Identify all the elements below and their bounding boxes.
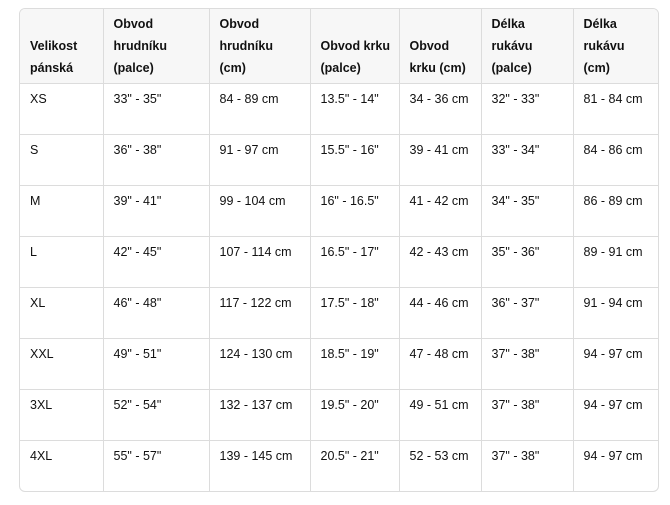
cell-sleeve-cm: 86 - 89 cm [573,185,659,236]
table-row [20,389,659,440]
cell-size: 4XL [20,440,103,492]
cell-chest-cm: 132 - 137 cm [209,389,310,440]
cell-size: S [20,134,103,185]
cell-neck-cm: 44 - 46 cm [399,287,481,338]
cell-size: XL [20,287,103,338]
cell-neck-inches: 17.5" - 18" [310,287,399,338]
cell-sleeve-cm: 81 - 84 cm [573,83,659,134]
cell-size: L [20,236,103,287]
cell-sleeve-inches: 32" - 33" [481,83,573,134]
table-row [20,134,659,185]
cell-chest-inches: 33" - 35" [103,83,209,134]
cell-sleeve-inches: 37" - 38" [481,338,573,389]
cell-chest-cm: 99 - 104 cm [209,185,310,236]
cell-sleeve-cm: 91 - 94 cm [573,287,659,338]
table-row [20,287,659,338]
cell-neck-cm: 47 - 48 cm [399,338,481,389]
cell-size: XXL [20,338,103,389]
table-row [20,440,659,492]
cell-chest-inches: 42" - 45" [103,236,209,287]
cell-neck-inches: 19.5" - 20" [310,389,399,440]
cell-neck-cm: 41 - 42 cm [399,185,481,236]
table-row [20,185,659,236]
cell-sleeve-inches: 37" - 38" [481,440,573,492]
cell-neck-cm: 49 - 51 cm [399,389,481,440]
cell-neck-inches: 18.5" - 19" [310,338,399,389]
cell-sleeve-cm: 94 - 97 cm [573,338,659,389]
cell-neck-inches: 13.5" - 14" [310,83,399,134]
cell-sleeve-cm: 89 - 91 cm [573,236,659,287]
cell-chest-cm: 84 - 89 cm [209,83,310,134]
cell-chest-cm: 139 - 145 cm [209,440,310,492]
cell-chest-cm: 117 - 122 cm [209,287,310,338]
table-row [20,236,659,287]
cell-sleeve-cm: 84 - 86 cm [573,134,659,185]
header-neck-inches: Obvod krku (palce) [310,9,399,83]
cell-chest-inches: 49" - 51" [103,338,209,389]
cell-sleeve-cm: 94 - 97 cm [583,448,643,463]
header-sleeve-inches: Délka rukávu (palce) [481,9,573,83]
cell-chest-inches: 36" - 38" [103,134,209,185]
cell-chest-inches: 39" - 41" [103,185,209,236]
table-row [20,83,659,134]
table-row [20,338,659,389]
cell-chest-inches: 52" - 54" [103,389,209,440]
cell-neck-cm: 34 - 36 cm [399,83,481,134]
header-chest-inches: Obvod hrudníku (palce) [103,9,209,83]
header-sleeve-cm: Délka rukávu (cm) [573,9,659,83]
size-chart-table [20,9,659,492]
cell-sleeve-inches: 33" - 34" [481,134,573,185]
cell-size: M [20,185,103,236]
cell-neck-inches: 15.5" - 16" [310,134,399,185]
cell-chest-cm: 107 - 114 cm [209,236,310,287]
cell-chest-cm: 91 - 97 cm [209,134,310,185]
cell-sleeve-cm: 94 - 97 cm [573,389,659,440]
header-size: Velikost pánská [20,9,103,83]
cell-neck-inches: 16.5" - 17" [310,236,399,287]
cell-neck-inches: 20.5" - 21" [310,440,399,492]
header-chest-cm: Obvod hrudníku (cm) [209,9,310,83]
table-header-row [20,9,659,83]
cell-sleeve-inches: 35" - 36" [481,236,573,287]
header-neck-cm: Obvod krku (cm) [399,9,481,83]
cell-chest-cm: 124 - 130 cm [209,338,310,389]
size-chart-container [19,8,659,492]
cell-chest-inches: 46" - 48" [103,287,209,338]
cell-neck-cm: 42 - 43 cm [399,236,481,287]
cell-neck-cm: 52 - 53 cm [399,440,481,492]
cell-sleeve-inches: 37" - 38" [481,389,573,440]
cell-neck-inches: 16" - 16.5" [310,185,399,236]
cell-sleeve-inches: 36" - 37" [481,287,573,338]
cell-sleeve-inches: 34" - 35" [481,185,573,236]
cell-chest-inches: 55" - 57" [103,440,209,492]
cell-size: XS [20,83,103,134]
cell-size: 3XL [20,389,103,440]
cell-neck-cm: 39 - 41 cm [399,134,481,185]
